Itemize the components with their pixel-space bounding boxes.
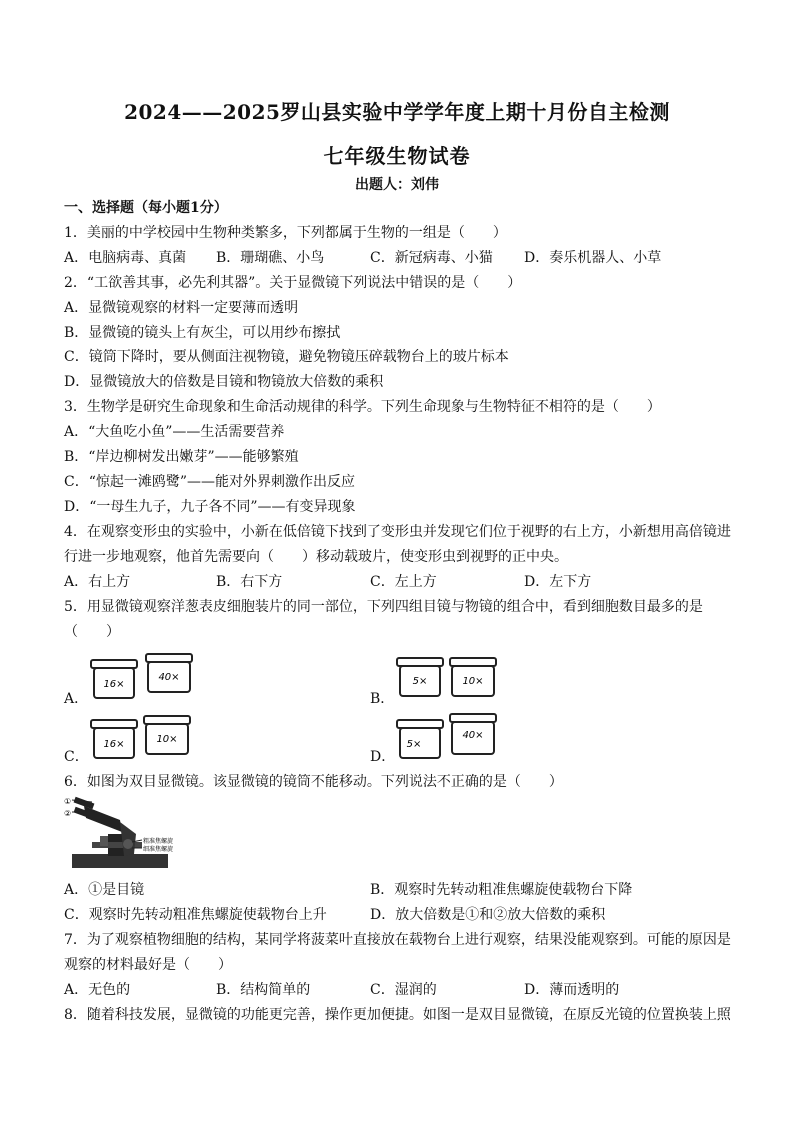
q5-option-b: B．: [370, 691, 395, 707]
section-heading: 一、选择题（每小题1分）: [64, 200, 228, 216]
q6-stem: 6．如图为双目显微镜。该显微镜的镜筒不能移动。下列说法不正确的是（ ）: [64, 774, 563, 790]
q1-option-b: B．珊瑚礁、小鸟: [216, 250, 325, 266]
exam-title: 2024——2025罗山县实验中学学年度上期十月份自主检测: [124, 100, 670, 124]
q6-option-d: D．放大倍数是①和②放大倍数的乘积: [370, 907, 606, 923]
eyepiece-icon: [397, 720, 443, 758]
q2-option-c: C．镜筒下降时，要从侧面注视物镜，避免物镜压碎载物台上的玻片标本: [64, 349, 509, 365]
objective-icon: [450, 714, 496, 754]
q2-stem: 2．“工欲善其事，必先利其器”。关于显微镜下列说法中错误的是（ ）: [64, 275, 522, 291]
q6-option-c: C．观察时先转动粗准焦螺旋使载物台上升: [64, 907, 327, 923]
fig-text-fine: 细准焦螺旋: [143, 846, 174, 853]
q5-option-c-lens-pair: [88, 712, 198, 762]
q1-option-d: D．奏乐机器人、小草: [524, 250, 662, 266]
q5-c-eyepiece-mag: 16×: [103, 739, 125, 750]
q5-option-c: C．: [64, 749, 89, 765]
eyepiece-icon: [91, 660, 137, 698]
q4-option-b: B．右下方: [216, 574, 283, 590]
q5-d-eyepiece-mag: 5×: [406, 739, 422, 750]
q4-option-d: D．左下方: [524, 574, 592, 590]
objective-icon: [450, 658, 496, 696]
q1-option-a: A．电脑病毒、真菌: [64, 250, 187, 266]
eyepiece-icon: [91, 720, 137, 758]
eyepiece-icon: [397, 658, 443, 696]
q5-stem-line2: （ ）: [64, 624, 120, 640]
q5-option-b-lens-pair: [394, 652, 504, 702]
q7-option-c: C．湿润的: [370, 982, 437, 998]
q2-option-b: B．显微镜的镜头上有灰尘，可以用纱布擦拭: [64, 325, 341, 341]
q4-option-c: C．左上方: [370, 574, 437, 590]
q3-option-c: C．“惊起一滩鸥鹭”——能对外界刺激作出反应: [64, 474, 356, 490]
objective-icon: [144, 716, 190, 754]
q5-stem-line1: 5．用显微镜观察洋葱表皮细胞装片的同一部位，下列四组目镜与物镜的组合中，看到细胞数目最多的是: [64, 599, 703, 615]
q6-option-b: B．观察时先转动粗准焦螺旋使载物台下降: [370, 882, 633, 898]
fig-label-2: ②: [64, 809, 72, 818]
q3-option-d: D．“一母生九子，九子各不同”——有变异现象: [64, 499, 356, 515]
q5-option-d-lens-pair: [394, 712, 504, 762]
q7-option-a: A．无色的: [64, 982, 131, 998]
q5-option-d: D．: [370, 749, 396, 765]
q3-option-b: B．“岸边柳树发出嫩芽”——能够繁殖: [64, 449, 299, 465]
q3-option-a: A．“大鱼吃小鱼”——生活需要营养: [64, 424, 285, 440]
q5-b-eyepiece-mag: 5×: [412, 676, 428, 687]
q7-option-d: D．薄而透明的: [524, 982, 620, 998]
objective-icon: [146, 654, 192, 692]
binocular-microscope-figure: [64, 796, 182, 874]
q8-stem: 8．随着科技发展，显微镜的功能更完善，操作更加便捷。如图一是双目显微镜，在原反光镜的位置换装上照: [64, 1007, 731, 1023]
q4-option-a: A．右上方: [64, 574, 131, 590]
q5-a-objective-mag: 40×: [158, 672, 180, 683]
q3-stem: 3．生物学是研究生命现象和生命活动规律的科学。下列生命现象与生物特征不相符的是（ ）: [64, 399, 661, 415]
q7-stem-line1: 7．为了观察植物细胞的结构，某同学将菠菜叶直接放在载物台上进行观察，结果没能观察到。可能的原因是: [64, 932, 731, 948]
q6-option-a: A．①是目镜: [64, 882, 145, 898]
q7-stem-line2: 观察的材料最好是（ ）: [64, 957, 232, 973]
q1-option-c: C．新冠病毒、小猫: [370, 250, 493, 266]
q2-option-a: A．显微镜观察的材料一定要薄而透明: [64, 300, 299, 316]
q1-stem: 1．美丽的中学校园中生物种类繁多，下列都属于生物的一组是（ ）: [64, 225, 507, 241]
q4-stem-line1: 4．在观察变形虫的实验中，小新在低倍镜下找到了变形虫并发现它们位于视野的右上方，小新想用高倍镜进: [64, 524, 731, 540]
q5-d-objective-mag: 40×: [462, 730, 484, 741]
exam-subtitle: 七年级生物试卷: [323, 144, 471, 168]
q7-option-b: B．结构简单的: [216, 982, 311, 998]
q5-b-objective-mag: 10×: [462, 676, 484, 687]
fig-label-1: ①: [64, 797, 72, 806]
fig-text-coarse: 粗准焦螺旋: [143, 838, 174, 845]
q2-option-d: D．显微镜放大的倍数是目镜和物镜放大倍数的乘积: [64, 374, 384, 390]
exam-author: 出题人：刘伟: [355, 177, 439, 193]
q5-option-a-lens-pair: [88, 652, 198, 702]
q5-option-a: A．: [64, 691, 89, 707]
q4-stem-line2: 行进一步地观察，他首先需要向（ ）移动载玻片，使变形虫到视野的正中央。: [64, 549, 568, 565]
q5-a-eyepiece-mag: 16×: [103, 679, 125, 690]
q5-c-objective-mag: 10×: [156, 734, 178, 745]
microscope-icon: [72, 797, 168, 868]
